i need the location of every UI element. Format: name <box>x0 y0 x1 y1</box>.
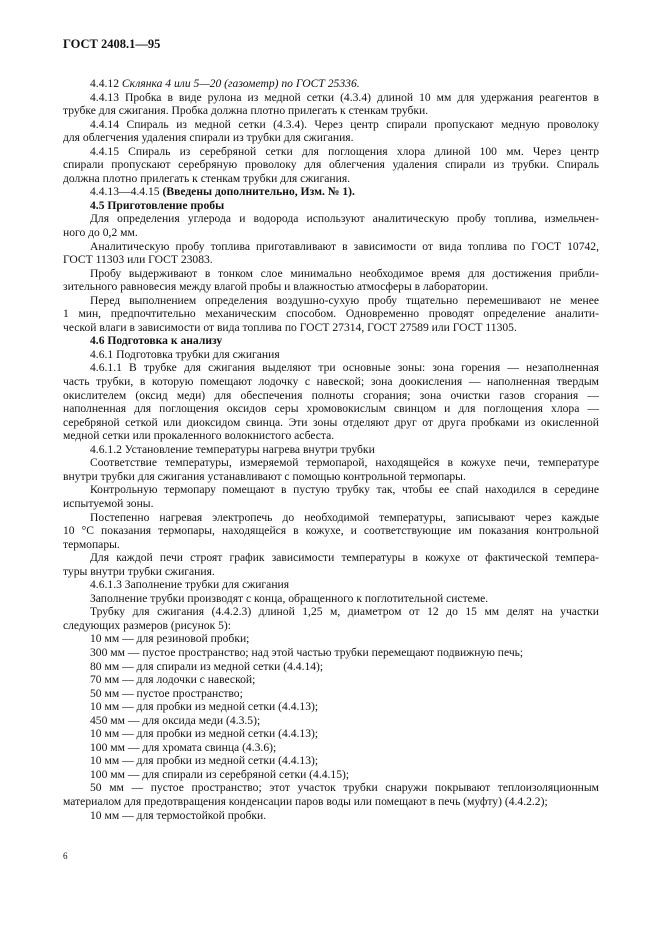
paragraph <box>63 511 599 552</box>
text-line: Контрольную термопару помещают в пустую трубку так, чтобы ее спай находился в середине <box>90 483 599 497</box>
paragraph <box>63 443 599 457</box>
paragraph <box>63 632 599 646</box>
paragraph <box>63 145 599 186</box>
italic-text: Склянка 4 или 5—20 (газометр) по ГОСТ 25336. <box>121 77 360 90</box>
text-line: 4.4.15 Спираль из серебряной сетки для поглощения хлора длиной 100 мм. Через центр <box>90 144 599 158</box>
text-line: 10 мм — для пробки из медной сетки (4.4.13); <box>90 754 319 768</box>
text-line: Аналитическую пробу топлива приготавливают в зависимости от вида топлива по ГОСТ 10742, <box>90 239 599 253</box>
text-line: 100 мм — для спирали из серебряной сетки (4.4.15); <box>90 767 350 781</box>
text-line: окислителем (оксид меди) для обеспечения полноты сгорания; зона очистки газов сгорания — <box>63 388 599 402</box>
text-line: ческой влаги в зависимости от вида топлива по ГОСТ 27314, ГОСТ 27589 или ГОСТ 11305. <box>63 320 517 334</box>
paragraph <box>63 700 599 714</box>
text-line: 10 °С показания термопары, находящейся в кожухе, и соответствующие им показания контрольной <box>63 524 599 538</box>
paragraph <box>63 592 599 606</box>
page-number: 6 <box>63 851 68 861</box>
paragraph <box>63 483 599 510</box>
text-line: Заполнение трубки производят с конца, обращенного к поглотительной системе. <box>90 591 489 605</box>
text-line: 4.4.13 Пробка в виде рулона из медной сетки (4.3.4) длиной 10 мм для удержания реагентов в <box>90 90 599 104</box>
text-line: ного до 0,2 мм. <box>63 226 138 240</box>
paragraph <box>63 605 599 632</box>
paragraph <box>63 660 599 674</box>
paragraph <box>63 551 599 578</box>
text-segment: 4.4.13—4.4.15 <box>90 185 163 199</box>
paragraph <box>63 646 599 660</box>
paragraph <box>63 348 599 362</box>
paragraph <box>63 456 599 483</box>
paragraph <box>63 294 599 335</box>
text-line: 10 мм — для пробки из медной сетки (4.4.13); <box>90 727 319 741</box>
paragraph <box>63 212 599 239</box>
paragraph <box>63 267 599 294</box>
text-line: часть трубки, в которую помещают лодочку с навеской; зона доокисления — наполненная твердым <box>63 375 599 389</box>
paragraph <box>63 91 599 118</box>
paragraph <box>63 809 599 823</box>
text-line: Соответствие температуры, измеряемой термопарой, находящейся в кожухе печи, температуре <box>90 456 599 470</box>
text-line: Для определения углерода и водорода используют аналитическую пробу топлива, измельчен- <box>90 212 599 226</box>
bold-text: 4.6 Подготовка к анализу <box>90 334 223 348</box>
text-line: 4.4.14 Спираль из медной сетки (4.3.4). Через центр спирали пропускают медную проволоку <box>90 117 599 131</box>
text-line: спирали пропускают серебряную проволоку для облегчения удаления спирали из трубки. Спираль <box>63 158 599 172</box>
text-line: термопары. <box>63 537 120 551</box>
text-line: 100 мм — для хромата свинца (4.3.6); <box>90 740 277 754</box>
text-line: для облегчения удаления спирали из трубки для сжигания. <box>63 131 354 145</box>
document-header: ГОСТ 2408.1—95 <box>63 37 161 51</box>
paragraph <box>63 673 599 687</box>
paragraph <box>63 768 599 782</box>
text-line: медной сетки или прокаленного волокнистого асбеста. <box>63 429 335 443</box>
text-line: 1 мин, предпочтительно механическим способом. Одновременно проводят определение аналити- <box>63 307 599 321</box>
text-line: Перед выполнением определения воздушно-сухую пробу тщательно перемешивают не менее <box>90 293 599 307</box>
text-line: 50 мм — пустое пространство; этот участок трубки снаружи покрывают теплоизоляционным <box>90 781 599 795</box>
text-line: 80 мм — для спирали из медной сетки (4.4.14); <box>90 659 324 673</box>
text-line: 300 мм — пустое пространство; над этой частью трубки перемещают подвижную печь; <box>90 645 524 659</box>
paragraph <box>63 240 599 267</box>
text-line: зительного равновесия между влагой пробы и влажностью атмосферы в лаборатории. <box>63 280 489 294</box>
paragraph <box>63 578 599 592</box>
paragraph <box>63 754 599 768</box>
text-segment: 4.4.12 <box>90 77 122 90</box>
paragraph <box>63 741 599 755</box>
text-line: трубке для сжигания. Пробка должна плотно прилегать к стенкам трубки. <box>63 104 429 118</box>
text-line: Для каждой печи строят график зависимости температуры в кожухе от фактической темпера- <box>90 551 599 565</box>
text-line: следующих размеров (рисунок 5): <box>63 618 231 632</box>
text-line: Трубку для сжигания (4.4.2.3) длиной 1,25 м, диаметром от 12 до 15 мм делят на участки <box>90 605 599 619</box>
text-line <box>63 77 599 91</box>
bold-text: (Введены дополнительно, Изм. № 1). <box>162 185 355 199</box>
paragraph <box>63 118 599 145</box>
text-line: 10 мм — для резиновой пробки; <box>90 632 250 646</box>
text-line <box>63 185 599 199</box>
paragraph <box>63 185 599 199</box>
text-line: 4.6.1 Подготовка трубки для сжигания <box>90 347 280 361</box>
paragraph <box>63 687 599 701</box>
text-line: 10 мм — для термостойкой пробки. <box>90 808 267 822</box>
text-line: 450 мм — для оксида меди (4.3.5); <box>90 713 261 727</box>
text-line: 10 мм — для пробки из медной сетки (4.4.13); <box>90 700 319 714</box>
text-line: 4.6.1.1 В трубке для сжигания выделяют три основные зоны: зона горения — незаполненная <box>90 361 599 375</box>
text-line: 4.6.1.2 Установление температуры нагрева внутри трубки <box>90 442 375 456</box>
paragraph <box>63 727 599 741</box>
text-line: Пробу выдерживают в тонком слое минимально необходимое время для достижения прибли- <box>90 266 599 280</box>
text-line: должна плотно прилегать к стенкам трубки для сжигания. <box>63 171 351 185</box>
paragraph <box>63 334 599 348</box>
text-line <box>63 199 599 213</box>
text-line: испытуемой зоны. <box>63 496 154 510</box>
text-line: Постепенно нагревая электропечь до необходимой температуры, записывают через каждые <box>90 510 599 524</box>
bold-text: 4.5 Приготовление пробы <box>90 198 225 212</box>
text-line: серебряной сеткой или диоксидом свинца. Эти зоны отделяют друг от друга пробками из окисленной <box>63 415 599 429</box>
text-line: туры внутри трубки сжигания. <box>63 564 215 578</box>
text-line: внутри трубки для сжигания устанавливают с помощью контрольной термопары. <box>63 469 466 483</box>
text-line: 50 мм — пустое пространство; <box>90 686 243 700</box>
paragraph <box>63 199 599 213</box>
paragraph <box>63 714 599 728</box>
paragraph <box>63 781 599 808</box>
paragraph <box>63 361 599 442</box>
paragraph <box>63 77 599 91</box>
text-line: 70 мм — для лодочки с навеской; <box>90 673 256 687</box>
text-line <box>63 334 599 348</box>
document-body <box>63 77 599 822</box>
text-line: материалом для предотвращения конденсации паров воды или помещают в печь (муфту) (4.4.2.2); <box>63 794 548 808</box>
text-line: наполненная для поглощения оксидов серы хромовокислым свинцом и для поглощения хлора — <box>63 402 599 416</box>
text-line: ГОСТ 11303 или ГОСТ 23083. <box>63 253 213 267</box>
text-line: 4.6.1.3 Заполнение трубки для сжигания <box>90 578 290 592</box>
